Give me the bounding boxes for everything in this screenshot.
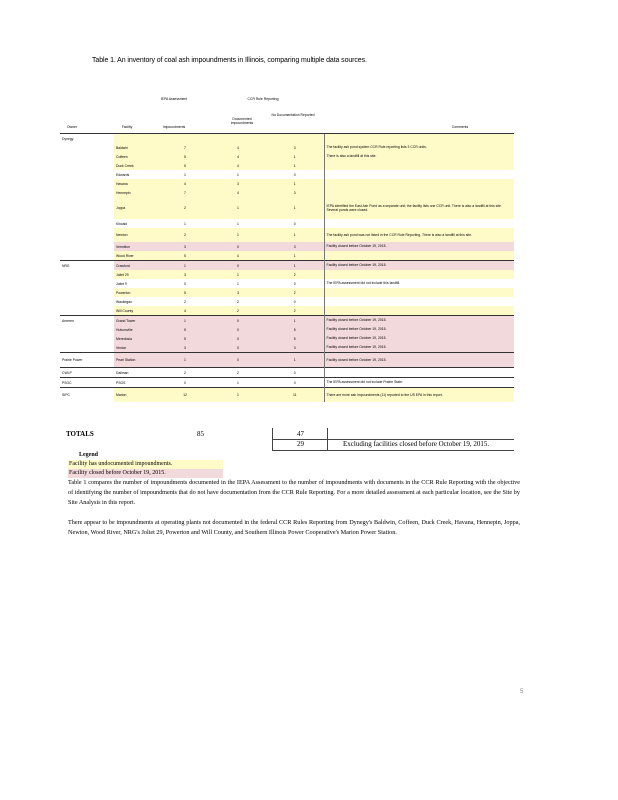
facility-cell: Joppa: [114, 197, 160, 219]
legend-closed: Facility closed before October 19, 2015.: [68, 469, 223, 478]
owner-cell: [60, 343, 114, 353]
impoundments-cell: 7: [160, 188, 210, 197]
impoundments-cell: 2: [160, 197, 210, 219]
owner-cell: Ameren: [60, 316, 114, 326]
table-row: [60, 288, 514, 297]
owner-cell: [60, 297, 114, 306]
table-row: [60, 197, 514, 219]
comment-cell: Facility closed before October 19, 2015.: [324, 325, 514, 334]
totals-no-documentation: 47: [297, 430, 304, 438]
facility-cell: Venice: [114, 343, 160, 353]
facility-cell: Duck Creek: [114, 161, 160, 170]
comment-cell: [324, 288, 514, 297]
page-number: 5: [520, 689, 524, 695]
documented-cell: 1: [237, 221, 239, 226]
comment-cell: [324, 134, 514, 144]
table-row: [60, 170, 514, 179]
comment-cell: Facility closed before October 19, 2015.: [324, 343, 514, 353]
comment-cell: [324, 161, 514, 170]
no-documentation-cell: 0: [293, 299, 296, 304]
impoundments-cell: 0: [184, 281, 186, 286]
owner-cell: [60, 288, 114, 297]
no-documentation-cell: 2: [266, 288, 324, 297]
no-documentation-cell: 1: [266, 228, 324, 242]
comment-cell: The IEPA assessment did not include Prairie State.: [324, 378, 514, 388]
documented-cell: 1: [210, 378, 266, 388]
table-row: [60, 388, 514, 403]
facility-cell: Kincaid: [116, 221, 128, 226]
facility-cell: Joliet 9: [116, 281, 127, 286]
documented-cell: 3: [210, 288, 266, 297]
facility-cell: Joliet 29: [114, 270, 160, 279]
table-row: [60, 334, 514, 343]
table-row: [60, 152, 514, 161]
owner-cell: [60, 279, 114, 288]
comment-cell: IEPA identified the East Ash Pond as a separate unit; the facility lists one CCR unit. There is also a landfill at this site. Several ponds were closed.: [324, 197, 514, 219]
no-documentation-cell: 2: [266, 270, 324, 279]
header-iepa-assessment: IEPA Assessment: [160, 97, 188, 101]
comment-cell: Facility closed before October 19, 2015.: [324, 334, 514, 343]
impoundments-cell: 2: [160, 228, 210, 242]
documented-cell: 0: [210, 242, 266, 251]
table-row: [60, 378, 514, 388]
impoundments-cell: 12: [160, 388, 210, 403]
impoundments-cell: 1: [184, 172, 186, 177]
documented-cell: 0: [210, 325, 266, 334]
table-row: [60, 279, 514, 288]
table-row: [60, 179, 514, 188]
no-documentation-cell: 2: [266, 306, 324, 316]
comment-cell: The IEPA assessment did not include this landfill.: [324, 279, 514, 288]
header-comments: Comments: [451, 125, 469, 129]
totals-impoundments: 85: [197, 430, 204, 438]
no-documentation-cell: 1: [266, 261, 324, 271]
no-documentation-cell: 1: [266, 353, 324, 368]
no-documentation-cell: 1: [266, 251, 324, 261]
comment-cell: [324, 251, 514, 261]
table-row: [60, 368, 514, 378]
impoundments-cell: 4: [160, 179, 210, 188]
table-row: [60, 343, 514, 353]
totals-vrule-2: [327, 428, 328, 450]
impoundments-cell: 1: [184, 221, 186, 226]
header-documented: Documented impoundments: [230, 117, 254, 125]
documented-cell: 1: [237, 281, 239, 286]
impoundments-cell: 5: [160, 325, 210, 334]
header-impoundments: Impoundments: [162, 125, 186, 129]
impoundments-cell: 5: [160, 288, 210, 297]
facility-cell: Wood River: [114, 251, 160, 261]
documented-cell: 1: [237, 172, 239, 177]
documented-cell: 4: [210, 161, 266, 170]
documented-cell: 1: [210, 388, 266, 403]
documented-cell: 0: [210, 353, 266, 368]
no-documentation-cell: 3: [266, 188, 324, 197]
totals-bottom-rule: [272, 450, 514, 451]
facility-cell: Coffeen: [114, 152, 160, 161]
legend-undocumented: Facility has undocumented impoundments.: [68, 460, 223, 469]
comment-cell: [324, 219, 514, 228]
table-row: [60, 261, 514, 271]
facility-cell: Will County: [114, 306, 160, 316]
comment-cell: The facility ash pond system CCR Rule reporting lists 3 CCR units.: [324, 143, 514, 152]
header-no-documentation: No Documentation Reported: [271, 113, 315, 117]
impoundments-cell: 5: [160, 251, 210, 261]
no-documentation-cell: 1: [266, 152, 324, 161]
facility-cell: Waukegan: [116, 299, 133, 304]
comment-cell: Facility closed before October 19, 2015.: [324, 242, 514, 251]
owner-cell: [60, 325, 114, 334]
no-documentation-cell: 1: [266, 161, 324, 170]
header-facility: Facility: [121, 125, 133, 129]
documented-cell: 0: [210, 316, 266, 326]
no-documentation-cell: 0: [293, 221, 296, 226]
impoundments-cell: 5: [160, 161, 210, 170]
facility-cell: Vermilion: [114, 242, 160, 251]
owner-cell: [60, 334, 114, 343]
owner-cell: [60, 179, 114, 188]
excluding-value: 29: [297, 440, 304, 448]
owner-cell: [60, 251, 114, 261]
owner-cell: [60, 219, 114, 228]
impoundments-cell: 2: [184, 299, 186, 304]
owner-cell: Dynegy: [60, 134, 114, 144]
comment-cell: There are more ash impoundments (11) reported to the US EPA in this report.: [324, 388, 514, 403]
facility-cell: Pearl Station: [114, 353, 160, 368]
documented-cell: [210, 134, 266, 144]
documented-cell: 0: [210, 261, 266, 271]
documented-cell: 2: [210, 368, 266, 378]
paragraph-table-explanation: Table 1 compares the number of impoundments documented in the IEPA Assessment to the number of impoundments with documents in the CCR Rule Reporting with the objective of identifying the number of impoundments that do not have documentation from the CCR Rule Reporting. For a more detailed assessment at each particular location, see the Site by Site Analysis in this report.: [68, 479, 520, 506]
owner-cell: [60, 188, 114, 197]
table-row: [60, 161, 514, 170]
no-documentation-cell: 5: [266, 334, 324, 343]
no-documentation-cell: 0: [266, 368, 324, 378]
comment-cell: [324, 179, 514, 188]
facility-cell: Powerton: [114, 288, 160, 297]
owner-cell: [60, 242, 114, 251]
facility-cell: Hennepin: [114, 188, 160, 197]
owner-cell: Prairie Power: [60, 353, 114, 368]
owner-cell: NRG: [60, 261, 114, 271]
documented-cell: 0: [210, 334, 266, 343]
documented-cell: 1: [210, 270, 266, 279]
legend-title: Legend: [79, 452, 99, 458]
no-documentation-cell: 0: [266, 378, 324, 388]
facility-cell: PSGS: [114, 378, 160, 388]
table-row: [60, 325, 514, 334]
table-row: [60, 251, 514, 261]
no-documentation-cell: 0: [293, 281, 296, 286]
totals-vrule: [272, 428, 273, 450]
owner-cell: [60, 270, 114, 279]
table-row: [60, 242, 514, 251]
owner-cell: [60, 170, 114, 179]
documented-cell: 4: [210, 251, 266, 261]
facility-cell: Dallman: [114, 368, 160, 378]
documented-cell: 1: [210, 228, 266, 242]
impoundments-cell: 3: [160, 242, 210, 251]
facility-cell: Edwards: [116, 172, 130, 177]
table-row: [60, 316, 514, 326]
owner-cell: [60, 197, 114, 219]
impoundments-cell: 1: [160, 316, 210, 326]
owner-cell: [60, 152, 114, 161]
impoundments-cell: 0: [160, 378, 210, 388]
no-documentation-cell: 1: [266, 179, 324, 188]
documented-cell: 4: [210, 143, 266, 152]
comment-cell: Facility closed before October 19, 2015.: [324, 261, 514, 271]
table-row: [60, 188, 514, 197]
impoundments-cell: 7: [160, 143, 210, 152]
comment-cell: [324, 306, 514, 316]
table-row: [60, 270, 514, 279]
documented-cell: 2: [237, 299, 239, 304]
owner-cell: [60, 143, 114, 152]
comment-cell: [324, 297, 514, 306]
facility-cell: [114, 134, 160, 144]
impoundments-cell: 1: [160, 353, 210, 368]
owner-cell: PSGC: [60, 378, 114, 388]
no-documentation-cell: 1: [266, 197, 324, 219]
documented-cell: 0: [210, 343, 266, 353]
comment-cell: The facility ash pond was not listed in the CCR Rule Reporting. There is also a landfill at this site.: [324, 228, 514, 242]
table-row: [60, 353, 514, 368]
facility-cell: Baldwin: [114, 143, 160, 152]
impoundments-cell: 1: [160, 261, 210, 271]
no-documentation-cell: 11: [266, 388, 324, 403]
facility-cell: Grand Tower: [114, 316, 160, 326]
no-documentation-cell: 5: [266, 325, 324, 334]
header-ccr-rule-reporting: CCR Rule Reporting: [247, 97, 279, 101]
documented-cell: 3: [210, 179, 266, 188]
table-row: [60, 219, 514, 228]
comment-cell: [324, 270, 514, 279]
owner-cell: [60, 228, 114, 242]
no-documentation-cell: 3: [266, 242, 324, 251]
documented-cell: 4: [210, 188, 266, 197]
table-caption: Table 1. An inventory of coal ash impoundments in Illinois, comparing multiple data sources.: [92, 57, 367, 64]
no-documentation-cell: [266, 134, 324, 144]
owner-cell: [60, 306, 114, 316]
impoundments-cell: [160, 134, 210, 144]
facility-cell: Crawford: [114, 261, 160, 271]
comment-cell: [324, 188, 514, 197]
table-row: [60, 297, 514, 306]
no-documentation-cell: 3: [266, 343, 324, 353]
owner-cell: [60, 161, 114, 170]
impoundments-cell: 5: [160, 152, 210, 161]
impoundments-cell: 5: [160, 334, 210, 343]
facility-cell: Havana: [114, 179, 160, 188]
owner-cell: CWLP: [60, 368, 114, 378]
comment-cell: [324, 170, 514, 179]
no-documentation-cell: 1: [266, 316, 324, 326]
no-documentation-cell: 0: [293, 172, 296, 177]
paragraph-undocumented-plants: There appear to be impoundments at operating plants not documented in the federal CCR Rules Reporting from Dynegy's Baldwin, Coffeen, Duck Creek, Havana, Hennepin, Joppa, Newton, Wood River, NRG's Joliet 29, Powerton and Will County, and Southern Illinois Power Cooperative's Marion Power Station.: [68, 519, 520, 536]
table-row: [60, 143, 514, 152]
excluding-text: Excluding facilities closed before October 19, 2015.: [343, 440, 490, 448]
impoundments-cell: 3: [160, 343, 210, 353]
totals-label: TOTALS: [66, 430, 94, 438]
facility-cell: Hutsonville: [114, 325, 160, 334]
no-documentation-cell: 3: [266, 143, 324, 152]
comment-cell: Facility closed before October 19, 2015.: [324, 353, 514, 368]
table-row: [60, 228, 514, 242]
documented-cell: 1: [210, 197, 266, 219]
documented-cell: 2: [210, 306, 266, 316]
impoundment-table: [60, 133, 514, 402]
table-row: [60, 134, 514, 144]
header-owner: Owner: [67, 125, 77, 129]
facility-cell: Newton: [114, 228, 160, 242]
table-row: [60, 306, 514, 316]
documented-cell: 4: [210, 152, 266, 161]
owner-cell: SIPC: [60, 388, 114, 403]
comment-cell: [324, 368, 514, 378]
facility-cell: Meredosia: [114, 334, 160, 343]
comment-cell: Facility closed before October 19, 2015.: [324, 316, 514, 326]
facility-cell: Marion: [114, 388, 160, 403]
comment-cell: There is also a landfill at this site.: [324, 152, 514, 161]
impoundments-cell: 3: [160, 270, 210, 279]
impoundments-cell: 2: [160, 368, 210, 378]
impoundments-cell: 4: [160, 306, 210, 316]
